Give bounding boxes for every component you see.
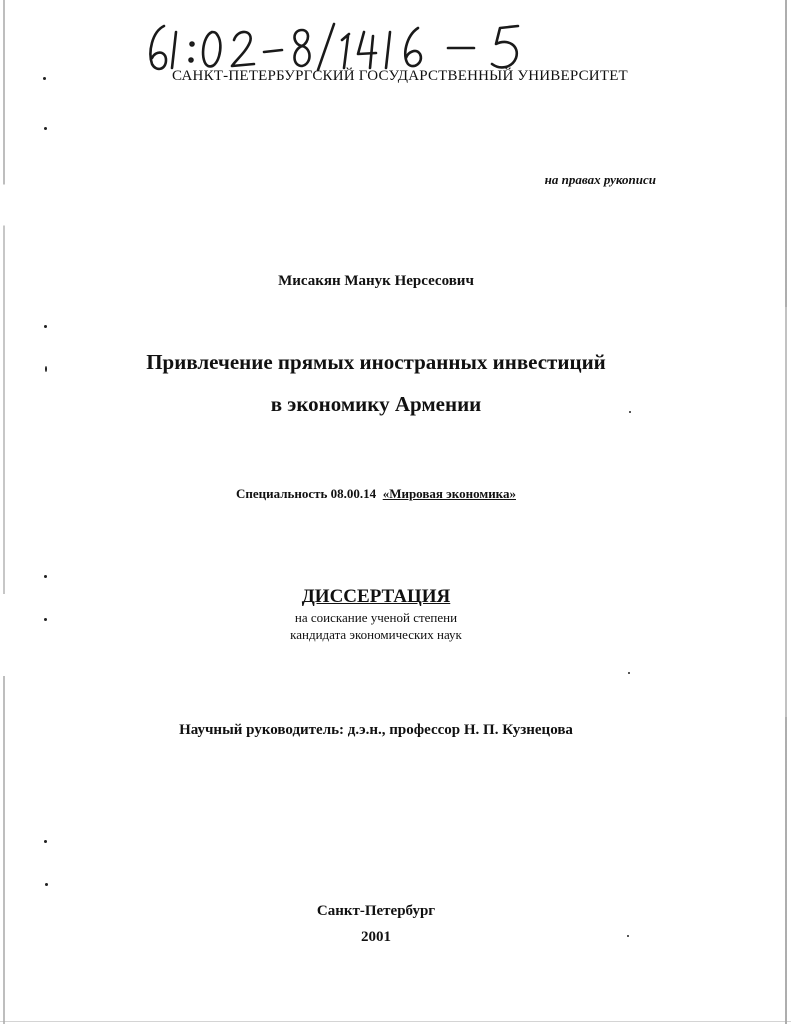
scan-speck <box>44 325 47 328</box>
degree-line-1: на соискание ученой степени <box>294 610 458 625</box>
dissertation-heading: ДИССЕРТАЦИЯ <box>301 586 451 607</box>
specialty-name: «Мировая экономика» <box>382 486 516 501</box>
supervisor: Научный руководитель: д.э.н., профессор Н. П. Кузнецова <box>179 722 573 738</box>
thesis-title-line2: в экономику Армении <box>270 392 482 416</box>
university-name: САНКТ-ПЕТЕРБУРГСКИЙ ГОСУДАРСТВЕННЫЙ УНИВЕРСИТЕТ <box>172 68 628 84</box>
degree-line-2: кандидата экономических наук <box>290 627 462 642</box>
scan-edge-right <box>785 0 787 1024</box>
scan-speck <box>44 127 47 130</box>
scan-edge-bottom <box>0 1021 791 1022</box>
scan-edge-left <box>3 0 5 1024</box>
author-name: Мисакян Манук Нерсесович <box>278 273 474 289</box>
specialty-code: Специальность 08.00.14 <box>236 486 377 501</box>
city: Санкт-Петербург <box>316 903 436 919</box>
scan-speck <box>628 672 630 674</box>
scan-speck <box>44 575 47 578</box>
scan-speck <box>45 883 48 886</box>
scan-speck <box>44 840 47 843</box>
manuscript-note: на правах рукописи <box>544 172 656 187</box>
year: 2001 <box>361 929 391 945</box>
specialty-line <box>0 486 752 502</box>
scan-speck <box>43 77 46 80</box>
thesis-title-line1: Привлечение прямых иностранных инвестиций <box>146 350 606 374</box>
